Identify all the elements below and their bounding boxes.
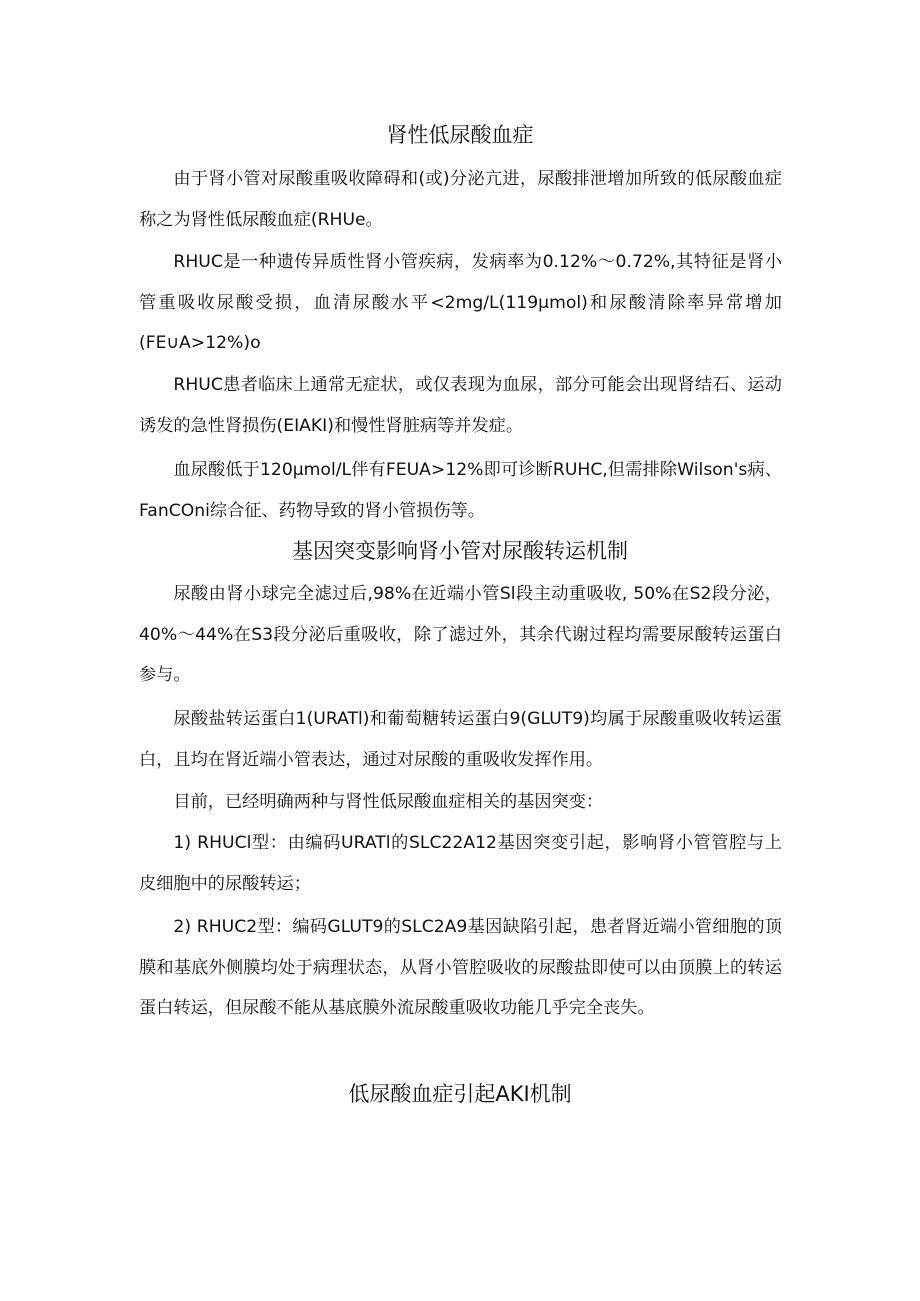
list-item-rhuc1: 1) RHUCl型：由编码URATl的SLC22A12基因突变引起，影响肾小管管腔与上皮细胞中的尿酸转运； <box>139 833 782 894</box>
paragraph-diagnosis: 血尿酸低于120μmol/L伴有FEUA>12%即可诊断RUHC,但需排除Wilson's病、FanCOni综合征、药物导致的肾小管损伤等。 <box>139 460 782 521</box>
paragraph-transporters: 尿酸盐转运蛋白1(URATl)和葡萄糖转运蛋白9(GLUT9)均属于尿酸重吸收转运蛋白，且均在肾近端小管表达，通过对尿酸的重吸收发挥作用。 <box>139 709 782 770</box>
list-item-rhuc2: 2) RHUC2型：编码GLUT9的SLC2A9基因缺陷引起，患者肾近端小管细胞的顶膜和基底外侧膜均处于病理状态，从肾小管腔吸收的尿酸盐即使可以由顶膜上的转运蛋白转运，但尿酸不能从基底膜外流尿酸重吸收功能几乎完全丧失。 <box>139 917 782 1018</box>
heading-aki-mechanism: 低尿酸血症引起AKI机制 <box>348 1082 572 1106</box>
heading-gene-mutation: 基因突变影响肾小管对尿酸转运机制 <box>292 539 628 563</box>
paragraph-mutations-intro: 目前，已经明确两种与肾性低尿酸血症相关的基因突变： <box>173 792 604 812</box>
paragraph-clinical-features: RHUC患者临床上通常无症状，或仅表现为血尿，部分可能会出现肾结石、运动诱发的急性肾损伤(EIAKI)和慢性肾脏病等并发症。 <box>139 375 782 436</box>
heading-renal-hypouricemia: 肾性低尿酸血症 <box>386 123 534 147</box>
paragraph-urate-handling: 尿酸由肾小球完全滤过后,98%在近端小管Sl段主动重吸收, 50%在S2段分泌，40%～44%在S3段分泌后重吸收，除了滤过外，其余代谢过程均需要尿酸转运蛋白参与。 <box>139 584 782 685</box>
paragraph-definition: 由于肾小管对尿酸重吸收障碍和(或)分泌亢进，尿酸排泄增加所致的低尿酸血症称之为肾性低尿酸血症(RHUe。 <box>139 169 782 230</box>
paragraph-rhuc-overview: RHUC是一种遗传异质性肾小管疾病，发病率为0.12%～0.72%,其特征是肾小管重吸收尿酸受损，血清尿酸水平<2mg∕L(119μmol)和尿酸清除率异常增加(FE∪A>12%)o <box>139 252 782 353</box>
